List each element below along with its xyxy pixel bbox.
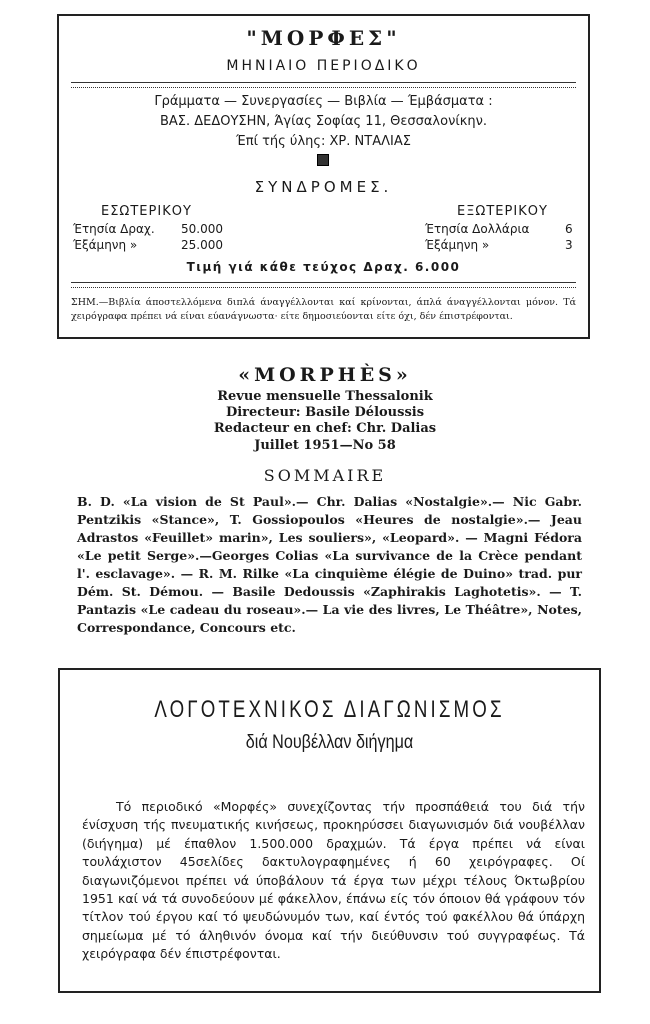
masthead-title: "ΜΟΡΦΕΣ"	[246, 26, 401, 50]
address-line: ΒΑΣ. ΔΕΔΟΥΣΗΝ, Άγίας Σοφίας 11, Θεσσαλονίκην.	[159, 114, 488, 129]
french-director-line: Directeur: Basile Déloussis	[225, 405, 425, 420]
correspondence-line: Γράμματα — Συνεργασίες — Βιβλία — Έμβάσματα :	[154, 94, 493, 109]
contest-subtitle: διά Νουβέλλαν διήγημα	[245, 732, 414, 753]
ornament-square	[317, 154, 329, 166]
contest-body: Τό περιοδικό «Μορφές» συνεχίζοντας τήν προσπάθειά του διά τήν ένίσχυση τής πνευματικής κινήσεως, προκηρύσσει διαγωνισμόν διά νουβέλλαν (διήγημα) μέ έπαθλον 1.500.000 δραχμών. Τά έργα πρέπει νά είναι τουλάχιστον 45σελίδες δακτυλογραφημένες ή 60 χειρόγραφες. Οί διαγωνιζόμενοι πρέπει νά ύποβάλουν τά έργα των μέχρι τέλους Όκτωβρίου 1951 καί νά τά συνοδεύουν μέ φάκελλον, έπάνω είς τόν όποιον θά γράφουν τόν τίτλον τού έργου καί τό ψευδώνυμόν των, καί έντός τού φακέλλου θά ύπάρχη σημείωμα μέ τό άληθινόν όνομα καί τήν διεύθυνσιν τού συγγραφέως. Τά χειρόγραφα δέν έπιστρέφονται.	[82, 799, 585, 962]
foreign-row-label: Έτησία Δολλάρια	[425, 222, 530, 236]
french-title: «MORPHÈS»	[238, 364, 412, 386]
french-revue-line: Revue mensuelle Thessalonik	[217, 389, 433, 404]
domestic-row-label: Έξάμηνη »	[73, 238, 138, 252]
note-text: ΣΗΜ.—Βιβλία άποστελλόμενα διπλά άναγγέλλονται καί κρίνονται, άπλά άναγγέλλονται μόνον. Τά χειρόγραφα πρέπει νά είναι εύανάγνωστα· είτε δημοσιεύονται είτε όχι, δέν έπιστρέφονται.	[71, 297, 576, 322]
divider	[71, 282, 576, 288]
masthead-box	[57, 14, 590, 339]
contest-title: ΛΟΓΟΤΕΧΝΙΚΟΣ ΔΙΑΓΩΝΙΣΜΟΣ	[154, 696, 505, 723]
contents-text: B. D. «La vision de St Paul».— Chr. Dalias «Nostalgie».— Nic Gabr. Pentzikis «Stance», T. Gossiopoulos «Heures de nostalgie».— Jeau Adrastos «Feuillet» marin», Les souliers», «Leopard». — Magni Fédora «Le petit Serge».—Georges Colias «La survivance de la Crèce pendant l'. esclavage». — R. M. Rilke «La cinquième élégie de Duino» trad. pur Dém. St. Démou. — Basile Dedoussis «Zaphirakis Laghotetis». — T. Pantazis «Le cadeau du roseau».— La vie des livres, Le Théâtre», Notes, Correspondance, Concours etc.	[77, 494, 582, 635]
subscriptions-title: ΣΥΝΔΡΟΜΕΣ.	[254, 178, 393, 196]
editor-line: Έπί τής ύλης: ΧΡ. ΝΤΑΛΙΑΣ	[236, 134, 411, 149]
foreign-row-value: 6	[565, 222, 573, 236]
foreign-heading: ΕΞΩΤΕΡΙΚΟΥ	[457, 204, 548, 219]
divider	[71, 82, 576, 88]
french-redacteur-line: Redacteur en chef: Chr. Dalias	[213, 421, 437, 436]
domestic-row-value: 50.000	[181, 222, 223, 236]
domestic-row-value: 25.000	[181, 238, 223, 252]
domestic-heading: ΕΣΩΤΕΡΙΚΟΥ	[101, 204, 192, 219]
domestic-row-label: Έτησία Δραχ.	[73, 222, 155, 236]
contest-box	[58, 668, 601, 993]
foreign-row-label: Έξάμηνη »	[425, 238, 490, 252]
sommaire-heading: SOMMAIRE	[263, 466, 387, 485]
masthead-subtitle: ΜΗΝΙΑΙΟ ΠΕΡΙΟΔΙΚΟ	[226, 58, 421, 74]
foreign-row-value: 3	[565, 238, 573, 252]
french-issue-line: Juillet 1951—No 58	[254, 438, 396, 453]
issue-price: Τιμή γιά κάθε τεύχος Δραχ. 6.000	[186, 260, 461, 274]
